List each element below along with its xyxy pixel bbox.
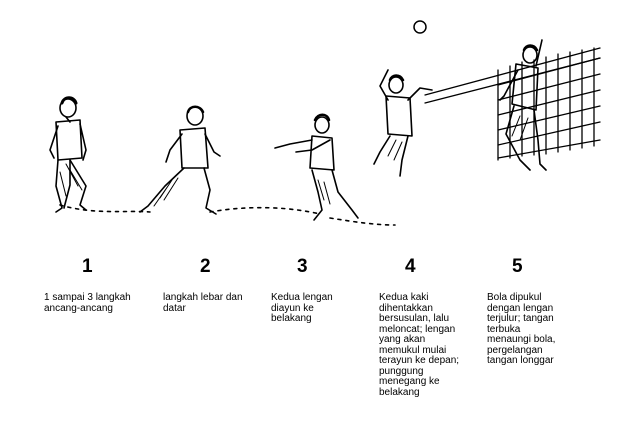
- step-number-4: 4: [405, 256, 416, 277]
- step-number-5: 5: [512, 256, 523, 277]
- step-caption-5: Bola dipukul dengan lengan terjulur; tangan terbuka menaungi bola, pergelangan tangan longgar: [487, 292, 556, 366]
- player-step-1: [50, 98, 86, 212]
- step-caption-4: Kedua kaki dihentakkan bersusulan, lalu meloncat; lengan yang akan memukul mulai terayun ke depan; punggung menegang ke belakang: [379, 292, 460, 398]
- step-caption-2: langkah lebar dan datar: [163, 292, 243, 314]
- player-step-3: [275, 115, 358, 220]
- approach-path: [60, 205, 395, 225]
- step-number-1: 1: [82, 256, 93, 277]
- step-caption-1: 1 sampai 3 langkah ancang-ancang: [44, 292, 131, 314]
- step-caption-3: Kedua lengan diayun ke belakang: [271, 292, 333, 324]
- step-number-3: 3: [297, 256, 308, 277]
- volleyball-ball: [414, 21, 426, 33]
- player-step-4: [374, 70, 432, 176]
- player-step-2: [140, 107, 220, 214]
- step-number-2: 2: [200, 256, 211, 277]
